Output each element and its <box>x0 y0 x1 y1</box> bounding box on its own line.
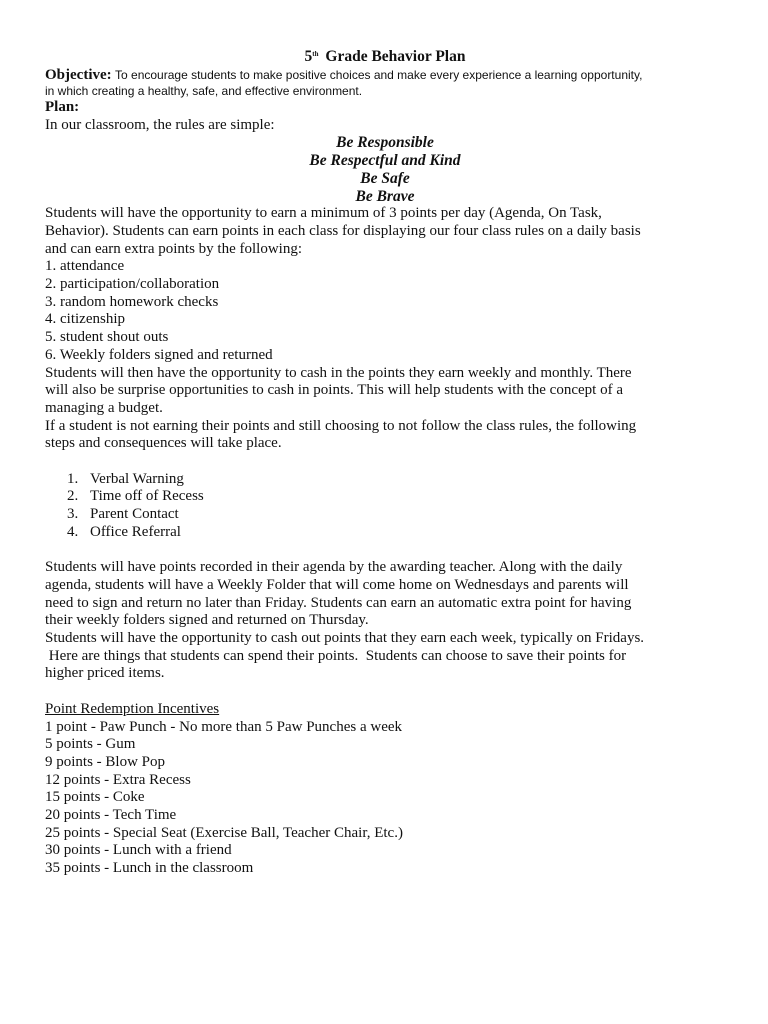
spacer <box>45 683 725 701</box>
paragraph-line: will also be surprise opportunities to cash in points. This will help students with the concept of a <box>45 382 623 399</box>
rule-item: Be Respectful and Kind <box>309 152 461 170</box>
incentive-item: 9 points - Blow Pop <box>45 753 166 770</box>
rules-intro: In our classroom, the rules are simple: <box>45 116 275 133</box>
objective-line-1 <box>45 67 725 83</box>
consequence-text: Time off of Recess <box>90 488 204 505</box>
paragraph-line: Here are things that students can spend their points. Students can choose to save their points for <box>45 647 627 664</box>
cash-paragraph <box>45 365 725 418</box>
incentive-item: 35 points - Lunch in the classroom <box>45 860 254 877</box>
incentive-item: 20 points - Tech Time <box>45 807 177 824</box>
consequence-intro <box>45 418 725 453</box>
paragraph-line: their weekly folders signed and returned on Thursday. <box>45 612 369 629</box>
consequence-item <box>67 506 725 524</box>
paragraph-line: agenda, students will have a Weekly Folder that will come home on Wednesdays and parents will <box>45 576 629 593</box>
paragraph-line: Students will have the opportunity to earn a minimum of 3 points per day (Agenda, On Task, <box>45 205 602 222</box>
incentives-heading: Point Redemption Incentives <box>45 700 220 717</box>
paragraph-line: need to sign and return no later than Friday. Students can earn an automatic extra point for having <box>45 594 632 611</box>
paragraph-line: and can earn extra points by the following: <box>45 240 303 257</box>
consequence-text: Office Referral <box>90 523 181 540</box>
incentive-item: 25 points - Special Seat (Exercise Ball, Teacher Chair, Etc.) <box>45 824 403 841</box>
incentive-item: 5 points - Gum <box>45 736 136 753</box>
paragraph-line: higher priced items. <box>45 665 165 682</box>
objective-colon: : <box>106 67 112 83</box>
consequence-text: Parent Contact <box>90 506 179 523</box>
paragraph-line: managing a budget. <box>45 399 163 416</box>
consequence-number: 4. <box>67 523 79 540</box>
paragraph-line: steps and consequences will take place. <box>45 435 282 452</box>
list-item: 4. citizenship <box>45 311 125 328</box>
list-item: 1. attendance <box>45 258 125 275</box>
rule-item: Be Brave <box>355 187 415 205</box>
incentive-item: 15 points - Coke <box>45 789 145 806</box>
extra-points-list <box>45 258 725 364</box>
spacer <box>45 542 725 560</box>
agenda-paragraph <box>45 559 725 683</box>
title-grade-number: 5 <box>304 48 313 65</box>
incentive-item: 1 point - Paw Punch - No more than 5 Paw Punches a week <box>45 718 403 735</box>
rules-list <box>45 134 725 205</box>
paragraph-line: Students will have points recorded in their agenda by the awarding teacher. Along with the daily <box>45 559 623 576</box>
rule-item: Be Responsible <box>336 134 434 152</box>
incentive-item: 12 points - Extra Recess <box>45 771 191 788</box>
title-grade-suffix: th <box>312 50 319 58</box>
consequences-list <box>67 471 725 542</box>
rule-item: Be Safe <box>360 169 410 187</box>
consequence-number: 3. <box>67 506 79 523</box>
consequence-number: 1. <box>67 470 79 487</box>
document-page <box>45 44 725 878</box>
plan-label: Plan: <box>45 99 80 115</box>
objective-text-1: To encourage students to make positive choices and make every experience a learning opportunity, <box>115 68 643 82</box>
list-item: 2. participation/collaboration <box>45 276 220 293</box>
objective-line-2 <box>45 83 725 99</box>
objective-label: Objective <box>45 67 107 83</box>
list-item: 3. random homework checks <box>45 293 219 310</box>
paragraph-line: Behavior). Students can earn points in each class for displaying our four class rules on a daily basis <box>45 222 641 239</box>
points-paragraph <box>45 205 725 258</box>
consequence-item <box>67 471 725 489</box>
title-text: Grade Behavior Plan <box>325 48 466 65</box>
incentives-list <box>45 719 725 878</box>
consequence-text: Verbal Warning <box>90 470 184 487</box>
consequence-item <box>67 524 725 542</box>
paragraph-line: Students will have the opportunity to cash out points that they earn each week, typically on Fridays. <box>45 630 645 647</box>
paragraph-line: Students will then have the opportunity to cash in the points they earn weekly and monthly. There <box>45 364 632 381</box>
list-item: 6. Weekly folders signed and returned <box>45 346 273 363</box>
consequence-item <box>67 488 725 506</box>
objective-text-2: in which creating a healthy, safe, and effective environment. <box>45 84 363 98</box>
paragraph-line: If a student is not earning their points and still choosing to not follow the class rules, the following <box>45 417 637 434</box>
list-item: 5. student shout outs <box>45 329 169 346</box>
incentive-item: 30 points - Lunch with a friend <box>45 842 232 859</box>
spacer <box>45 453 725 471</box>
page-title <box>45 44 725 67</box>
consequence-number: 2. <box>67 488 79 505</box>
